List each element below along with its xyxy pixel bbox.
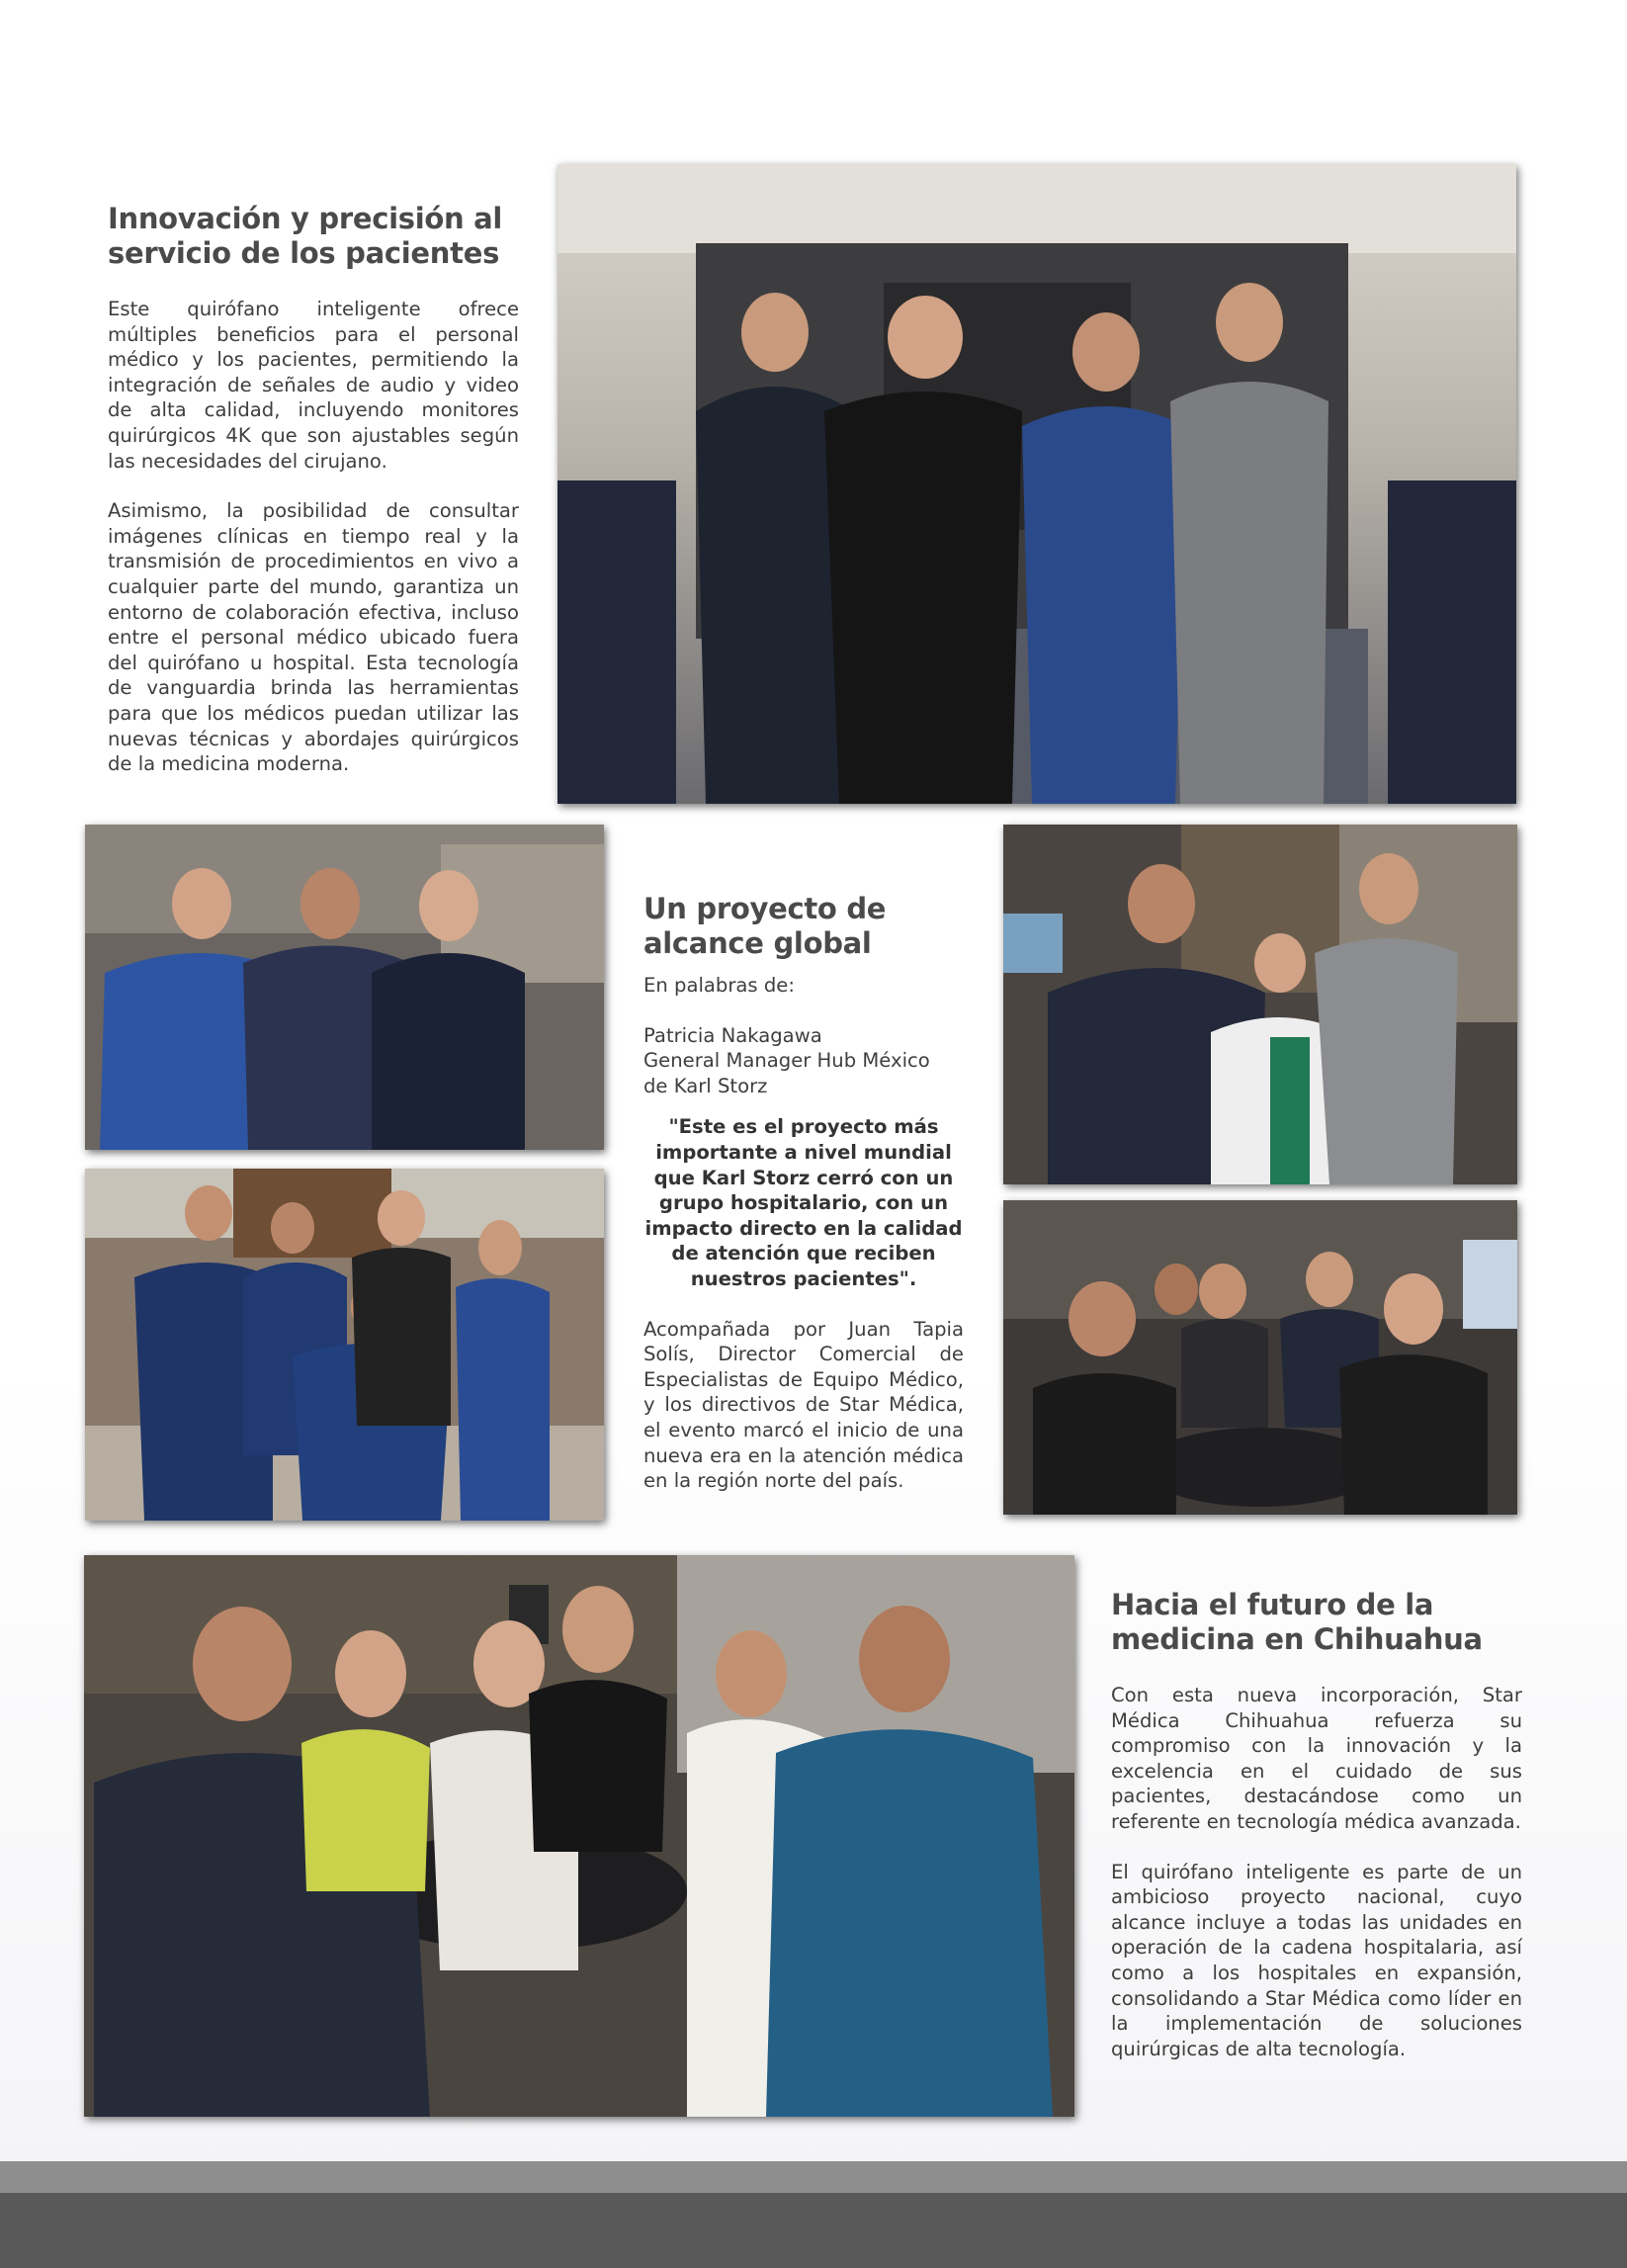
intro-text: En palabras de:: [643, 974, 795, 997]
heading-proyecto-global: Un proyecto de alcance global: [643, 892, 887, 960]
photo-medical-staff: [85, 1169, 604, 1521]
speaker-name: Patricia Nakagawa: [643, 1023, 822, 1047]
heading-innovacion: Innovación y precisión al servicio de los pacientes: [108, 202, 503, 270]
speaker-title: General Manager Hub México: [643, 1049, 930, 1073]
photo-three-men: [85, 825, 604, 1150]
photo-four-men: [557, 164, 1516, 804]
section-innovacion: [108, 202, 519, 802]
paragraph: Con esta nueva incorporación, Star Médica Chihuahua refuerza su compromiso con la innovación y la excelencia en el cuidado de sus pacientes, destacándose como un referente en tecnología médica avanzada.: [1111, 1684, 1522, 1833]
heading-futuro-medicina: Hacia el futuro de la medicina en Chihuahua: [1111, 1588, 1483, 1656]
speaker-company: de Karl Storz: [643, 1074, 768, 1097]
footer-band-dark: [0, 2193, 1627, 2268]
quote: "Este es el proyecto más importante a nivel mundial que Karl Storz cerró con un grupo hospitalario, con un impacto directo en la calidad de atención que reciben nuestros pacientes".: [644, 1115, 963, 1290]
photo-large-group: [84, 1555, 1074, 2117]
speaker-block: [643, 1023, 964, 1099]
photo-table-group: [1003, 1200, 1517, 1515]
body-innovacion: [108, 297, 519, 777]
section-proyecto-global: [643, 892, 964, 1494]
paragraph: Acompañada por Juan Tapia Solís, Director Comercial de Especialistas de Equipo Médico, y los directivos de Star Médica, el evento marcó el inicio de una nueva era en la atención médica en la región norte del país.: [643, 1317, 964, 1493]
section-futuro-medicina: [1111, 1588, 1522, 2086]
paragraph: Asimismo, la posibilidad de consultar imágenes clínicas en tiempo real y la transmisión de procedimientos en vivo a cualquier parte del mundo, garantiza un entorno de colaboración efectiva, incluso entre el personal médico ubicado fuera del quirófano u hospital. Esta tecnología de vanguardia brinda las herramientas para que los médicos puedan utilizar las nuevas técnicas y abordajes quirúrgicos de la medicina moderna.: [108, 499, 519, 776]
photo-three-people: [1003, 825, 1517, 1184]
footer-band-light: [0, 2161, 1627, 2193]
paragraph: El quirófano inteligente es parte de un ambicioso proyecto nacional, cuyo alcance incluye a todas las unidades en operación de la cadena hospitalaria, así como a los hospitales en expansión, consolidando a Star Médica como líder en la implementación de soluciones quirúrgicas de alta tecnología.: [1111, 1860, 1522, 2060]
paragraph: Este quirófano inteligente ofrece múltiples beneficios para el personal médico y los pacientes, permitiendo la integración de señales de audio y video de alta calidad, incluyendo monitores quirúrgicos 4K que son ajustables según las necesidades del cirujano.: [108, 298, 519, 473]
body-futuro-medicina: [1111, 1683, 1522, 2061]
